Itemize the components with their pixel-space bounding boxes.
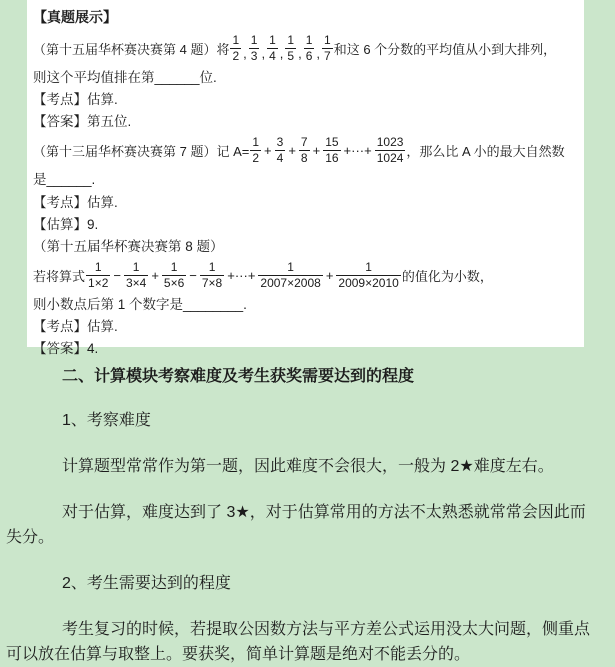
problem-2-continuation: 是______. bbox=[33, 172, 96, 188]
fraction bbox=[86, 260, 110, 291]
section-two bbox=[0, 347, 615, 667]
fraction bbox=[285, 33, 296, 64]
problem-1-intro: （第十五届华杯赛决赛第 4 题）将 bbox=[33, 41, 230, 57]
denominator: 1×2 bbox=[88, 275, 109, 290]
fraction bbox=[323, 135, 340, 166]
fraction bbox=[275, 135, 286, 166]
numerator: 1 bbox=[324, 32, 331, 47]
denominator: 2007×2008 bbox=[260, 275, 321, 290]
problem-3-lead: 若将算式 bbox=[33, 268, 86, 284]
section-heading: 二、计算模块考察难度及考生获奖需要达到的程度 bbox=[62, 368, 415, 385]
denominator: 4 bbox=[276, 151, 284, 166]
numerator: 1 bbox=[336, 260, 400, 276]
ellipsis-operator: +···+ bbox=[227, 267, 256, 283]
comma-separator: , bbox=[316, 45, 321, 61]
fraction bbox=[375, 135, 406, 166]
denominator: 2009×2010 bbox=[338, 275, 399, 290]
problem-3-continuation: 则小数点后第 1 个数字是________. bbox=[33, 296, 247, 312]
fraction bbox=[250, 135, 261, 166]
numerator: 1 bbox=[124, 260, 148, 276]
fraction bbox=[249, 33, 260, 64]
denominator: 2 bbox=[252, 151, 260, 166]
fraction bbox=[267, 33, 278, 64]
denominator: 1024 bbox=[376, 151, 404, 166]
denominator: 8 bbox=[300, 151, 308, 166]
problem-1-outro: 和这 6 个分数的平均值从小到大排列， bbox=[333, 41, 557, 57]
problem-3-answer: 【答案】4. bbox=[33, 341, 99, 357]
denominator: 4 bbox=[269, 48, 276, 63]
paragraph-review-advice: 考生复习的时候，若提取公因数方法与平方差公式运用没太大问题，侧重点可以放在估算与取整上。要获奖，简单计算题是绝对不能丢分的。 bbox=[6, 621, 591, 663]
fraction bbox=[304, 33, 315, 64]
fraction bbox=[230, 33, 241, 64]
fraction bbox=[124, 260, 148, 291]
problem-3-intro: （第十五届华杯赛决赛第 8 题） bbox=[33, 238, 224, 254]
exam-questions-panel bbox=[27, 0, 584, 357]
numerator: 1 bbox=[232, 32, 240, 47]
numerator: 1023 bbox=[376, 135, 404, 150]
subheading-student-level: 2、考生需要达到的程度 bbox=[62, 575, 231, 592]
problem-2-point: 【考点】估算. bbox=[33, 194, 118, 210]
problem-1-point: 【考点】估算. bbox=[33, 92, 118, 108]
comma-separator: , bbox=[243, 45, 247, 61]
numerator: 15 bbox=[325, 135, 339, 150]
numerator: 1 bbox=[305, 32, 313, 47]
numerator: 3 bbox=[276, 135, 284, 150]
problem-3 bbox=[33, 237, 578, 359]
problem-2-outro: ，那么比 A 小的最大自然数 bbox=[406, 144, 565, 160]
plus-operator: + bbox=[325, 267, 334, 283]
denominator: 5×6 bbox=[163, 275, 185, 290]
problem-1 bbox=[33, 32, 578, 131]
denominator: 7×8 bbox=[201, 275, 223, 290]
numerator: 1 bbox=[287, 32, 295, 47]
problem-2-intro: （第十三届华杯赛决赛第 7 题）记 A= bbox=[33, 144, 250, 160]
fraction bbox=[162, 260, 186, 291]
denominator: 16 bbox=[325, 151, 339, 166]
paragraph-difficulty-basic: 计算题型常常作为第一题，因此难度不会很大，一般为 2★难度左右。 bbox=[62, 458, 554, 475]
denominator: 3×4 bbox=[125, 275, 147, 290]
plus-operator: + bbox=[288, 143, 296, 159]
comma-separator: , bbox=[279, 45, 284, 61]
comma-separator: , bbox=[261, 45, 266, 61]
denominator: 6 bbox=[305, 48, 313, 63]
denominator: 5 bbox=[287, 48, 295, 63]
comma-separator: , bbox=[298, 45, 302, 61]
subheading-exam-difficulty: 1、考察难度 bbox=[62, 412, 151, 429]
fraction bbox=[322, 33, 333, 64]
fraction bbox=[299, 135, 310, 166]
fraction bbox=[200, 260, 224, 291]
plus-operator: + bbox=[151, 267, 159, 283]
numerator: 1 bbox=[86, 260, 110, 276]
numerator: 1 bbox=[250, 32, 258, 47]
plus-operator: + bbox=[312, 143, 321, 159]
minus-operator: − bbox=[189, 267, 197, 283]
fraction bbox=[336, 260, 400, 291]
problem-3-outro: 的值化为小数， bbox=[401, 268, 493, 284]
ellipsis-operator: +···+ bbox=[343, 143, 372, 159]
numerator: 7 bbox=[300, 135, 308, 150]
problem-3-statement bbox=[33, 259, 578, 292]
numerator: 1 bbox=[269, 32, 276, 47]
minus-operator: − bbox=[113, 267, 121, 283]
denominator: 3 bbox=[250, 48, 258, 63]
problem-1-statement bbox=[33, 32, 578, 65]
plus-operator: + bbox=[264, 143, 272, 159]
paragraph-difficulty-estimation: 对于估算，难度达到了 3★，对于估算常用的方法不太熟悉就常常会因此而失分。 bbox=[6, 504, 586, 546]
numerator: 1 bbox=[258, 260, 322, 276]
problem-3-point: 【考点】估算. bbox=[33, 319, 118, 335]
panel-title: 【真题展示】 bbox=[33, 9, 117, 25]
numerator: 1 bbox=[162, 260, 186, 276]
problem-2 bbox=[33, 134, 578, 233]
numerator: 1 bbox=[252, 135, 260, 150]
problem-2-answer: 【估算】9. bbox=[33, 216, 99, 232]
problem-1-continuation: 则这个平均值排在第______位. bbox=[33, 69, 217, 85]
problem-2-statement bbox=[33, 134, 578, 167]
denominator: 7 bbox=[324, 48, 331, 63]
denominator: 2 bbox=[232, 48, 240, 63]
problem-1-answer: 【答案】第五位. bbox=[33, 114, 132, 130]
numerator: 1 bbox=[200, 260, 224, 276]
fraction bbox=[258, 260, 322, 291]
